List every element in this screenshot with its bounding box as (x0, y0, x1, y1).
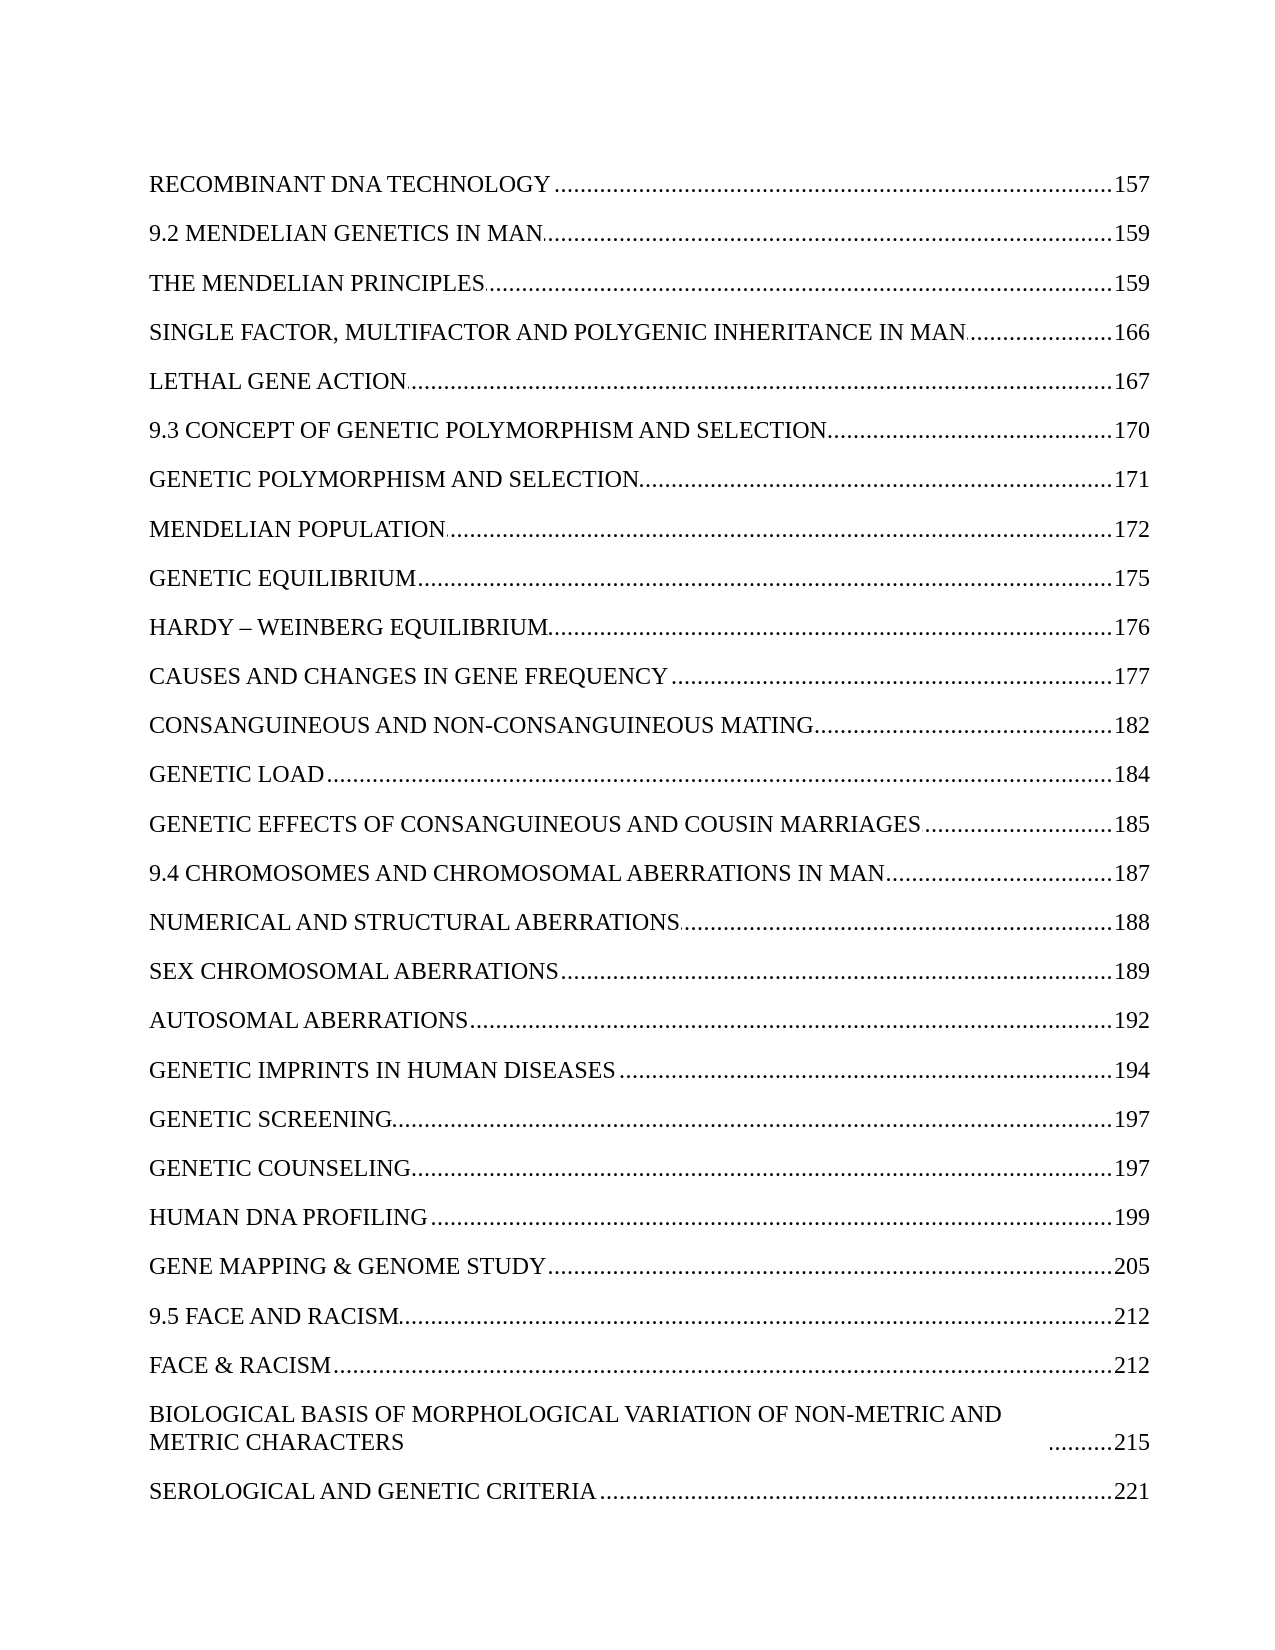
toc-entry[interactable] (149, 1232, 1150, 1281)
toc-entry-page: 187 (1114, 860, 1150, 887)
toc-entry-title: SINGLE FACTOR, MULTIFACTOR AND POLYGENIC INHERITANCE IN MAN (149, 319, 967, 346)
dot-leader (325, 761, 1113, 789)
dot-leader (669, 663, 1113, 691)
toc-entry-page: 166 (1114, 319, 1150, 346)
dot-leader (922, 811, 1113, 839)
table-of-contents (149, 150, 1150, 1506)
toc-entry-page: 215 (1114, 1429, 1150, 1456)
dot-leader (617, 1057, 1113, 1085)
dot-leader (967, 319, 1113, 347)
toc-entry[interactable] (149, 396, 1150, 445)
dot-leader (447, 516, 1113, 544)
toc-entry[interactable] (149, 1035, 1150, 1084)
toc-entry-title-line2: METRIC CHARACTERS (149, 1429, 405, 1456)
toc-entry-page: 212 (1114, 1303, 1150, 1330)
toc-entry[interactable] (149, 888, 1150, 937)
toc-entry-page: 197 (1114, 1106, 1150, 1133)
toc-entry-title (149, 1401, 1049, 1457)
toc-entry-page: 177 (1114, 664, 1150, 691)
toc-entry-title: GENETIC EQUILIBRIUM (149, 565, 417, 592)
toc-entry-title: THE MENDELIAN PRINCIPLES (149, 270, 485, 297)
dot-leader (549, 614, 1113, 642)
toc-entry-title: LETHAL GENE ACTION (149, 368, 407, 395)
toc-entry-page: 157 (1114, 172, 1150, 199)
toc-entry-page: 184 (1114, 762, 1150, 789)
toc-entry[interactable] (149, 1281, 1150, 1330)
toc-entry-page: 172 (1114, 516, 1150, 543)
dot-leader (598, 1478, 1113, 1506)
toc-entry-page: 189 (1114, 959, 1150, 986)
dot-leader (332, 1352, 1113, 1380)
dot-leader (412, 1155, 1113, 1183)
dot-leader (886, 860, 1113, 888)
toc-entry[interactable] (149, 986, 1150, 1035)
toc-entry[interactable] (149, 839, 1150, 888)
dot-leader (552, 171, 1113, 199)
toc-entry-title: NUMERICAL AND STRUCTURAL ABERRATIONS (149, 910, 680, 936)
toc-entry-title: 9.3 CONCEPT OF GENETIC POLYMORPHISM AND SELECTION (149, 418, 827, 445)
toc-entry-title: RECOMBINANT DNA TECHNOLOGY (149, 172, 551, 199)
toc-entry[interactable] (149, 593, 1150, 642)
toc-entry[interactable] (149, 445, 1150, 494)
toc-entry-page: 175 (1114, 565, 1150, 592)
toc-entry[interactable] (149, 937, 1150, 986)
dot-leader (408, 368, 1113, 396)
toc-entry[interactable] (149, 642, 1150, 691)
dot-leader (429, 1204, 1113, 1232)
toc-entry[interactable] (149, 494, 1150, 543)
toc-entry-title: FACE & RACISM (149, 1352, 332, 1379)
toc-entry-page: 212 (1114, 1352, 1150, 1379)
toc-entry[interactable] (149, 248, 1150, 297)
toc-entry-page: 192 (1114, 1008, 1150, 1035)
toc-entry-page: 205 (1114, 1254, 1150, 1281)
dot-leader (544, 220, 1113, 248)
toc-entry-page: 159 (1114, 270, 1150, 297)
dot-leader (815, 712, 1113, 740)
toc-entry[interactable] (149, 1183, 1150, 1232)
toc-entry-title: MENDELIAN POPULATION (149, 516, 446, 543)
toc-entry[interactable] (149, 150, 1150, 199)
dot-leader (486, 270, 1113, 298)
toc-entry-page: 194 (1114, 1057, 1150, 1084)
toc-entry-title: SEROLOGICAL AND GENETIC CRITERIA (149, 1478, 597, 1505)
toc-entry-page: 188 (1114, 910, 1150, 936)
toc-entry-page: 159 (1114, 221, 1150, 248)
dot-leader (393, 1106, 1113, 1134)
toc-entry-title: SEX CHROMOSOMAL ABERRATIONS (149, 959, 559, 986)
dot-leader (400, 1303, 1113, 1331)
toc-entry[interactable] (149, 544, 1150, 593)
dot-leader (640, 466, 1113, 494)
toc-entry[interactable] (149, 789, 1150, 838)
toc-entry-page: 171 (1114, 467, 1150, 494)
toc-entry-page: 170 (1114, 418, 1150, 445)
toc-entry-title-line1: BIOLOGICAL BASIS OF MORPHOLOGICAL VARIATION OF NON-METRIC AND (149, 1401, 1002, 1428)
dot-leader (1050, 1429, 1113, 1457)
toc-entry-title: HUMAN DNA PROFILING (149, 1205, 428, 1232)
toc-entry[interactable] (149, 1380, 1150, 1457)
toc-entry-page: 221 (1114, 1478, 1150, 1505)
dot-leader (828, 417, 1113, 445)
dot-leader (547, 1253, 1113, 1281)
toc-entry-title: GENETIC COUNSELING (149, 1155, 411, 1182)
toc-entry-page: 182 (1114, 713, 1150, 740)
toc-entry-title: HARDY – WEINBERG EQUILIBRIUM (149, 614, 549, 641)
toc-entry-title: GENE MAPPING & GENOME STUDY (149, 1254, 547, 1281)
toc-entry-page: 199 (1114, 1205, 1150, 1232)
dot-leader (560, 958, 1113, 986)
toc-entry[interactable] (149, 1134, 1150, 1183)
toc-entry-title: GENETIC EFFECTS OF CONSANGUINEOUS AND COUSIN MARRIAGES (149, 811, 922, 838)
toc-entry[interactable] (149, 1085, 1150, 1134)
dot-leader (469, 1007, 1113, 1035)
toc-entry-title: GENETIC SCREENING (149, 1106, 393, 1133)
toc-entry-title: 9.5 FACE AND RACISM (149, 1303, 400, 1330)
toc-entry-page: 176 (1114, 614, 1150, 641)
toc-entry-title: GENETIC LOAD (149, 762, 325, 789)
toc-entry-title: GENETIC POLYMORPHISM AND SELECTION (149, 467, 640, 494)
toc-entry-page: 185 (1114, 811, 1150, 838)
toc-entry-title: CAUSES AND CHANGES IN GENE FREQUENCY (149, 664, 669, 691)
toc-entry[interactable] (149, 1331, 1150, 1380)
toc-entry[interactable] (149, 347, 1150, 396)
toc-entry[interactable] (149, 691, 1150, 740)
toc-entry[interactable] (149, 740, 1150, 789)
toc-entry-page: 167 (1114, 368, 1150, 395)
toc-entry-title: CONSANGUINEOUS AND NON-CONSANGUINEOUS MATING (149, 713, 814, 740)
toc-entry[interactable] (149, 1457, 1150, 1506)
dot-leader (681, 909, 1113, 937)
toc-entry-title: GENETIC IMPRINTS IN HUMAN DISEASES (149, 1057, 616, 1084)
toc-entry[interactable] (149, 199, 1150, 248)
toc-entry-page: 197 (1114, 1155, 1150, 1182)
dot-leader (417, 565, 1113, 593)
toc-entry-title: 9.4 CHROMOSOMES AND CHROMOSOMAL ABERRATIONS IN MAN (149, 860, 885, 887)
toc-entry-title: AUTOSOMAL ABERRATIONS (149, 1008, 469, 1035)
toc-entry[interactable] (149, 298, 1150, 347)
toc-entry-title: 9.2 MENDELIAN GENETICS IN MAN (149, 221, 543, 248)
